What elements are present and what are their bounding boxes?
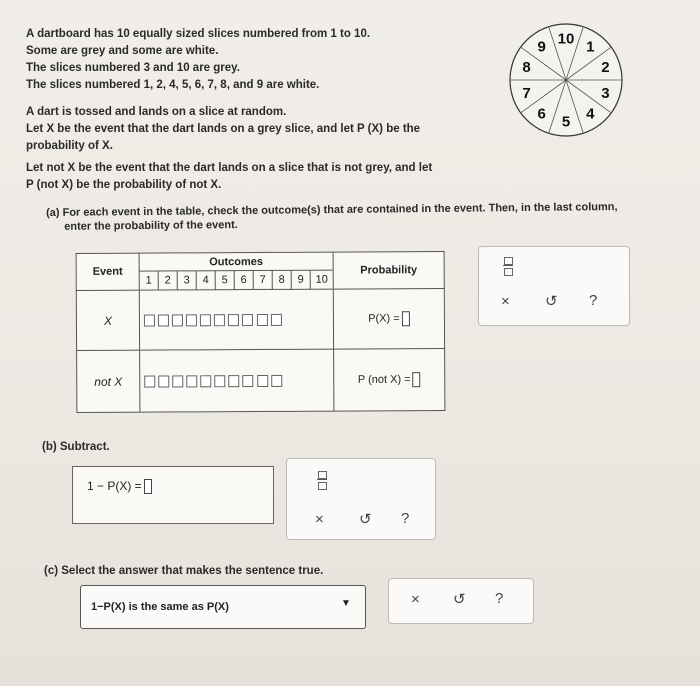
probability-input-not-x[interactable] (413, 372, 421, 387)
intro-line: The slices numbered 3 and 10 are grey. (26, 62, 240, 74)
outcome-number: 5 (215, 271, 234, 290)
subtract-expression (87, 479, 152, 494)
part-a-instructions (46, 200, 666, 234)
outcome-checkbox[interactable] (270, 313, 281, 325)
dartboard-number: 3 (601, 84, 610, 102)
outcome-checkbox[interactable] (186, 314, 197, 326)
probability-cell-not-x (334, 349, 445, 412)
dartboard-number: 1 (586, 38, 595, 56)
clear-icon[interactable]: × (501, 293, 510, 310)
outcome-number: 2 (158, 271, 177, 290)
help-icon[interactable]: ? (589, 292, 598, 309)
outcomes-table (76, 251, 446, 413)
dartboard-number: 9 (537, 38, 546, 56)
outcome-checkbox[interactable] (242, 314, 253, 326)
part-a-line: enter the probability of the event. (64, 218, 238, 233)
outcome-checkbox[interactable] (257, 375, 268, 387)
outcome-number: 7 (253, 270, 272, 289)
clear-icon[interactable]: × (315, 511, 324, 528)
outcome-number: 1 (139, 271, 158, 290)
dropdown-arrow-icon[interactable]: ▼ (341, 598, 351, 609)
outcome-checkbox[interactable] (229, 375, 240, 387)
intro-line: probability of X. (26, 140, 113, 152)
probability-cell-x (333, 289, 444, 350)
outcome-checkbox[interactable] (144, 375, 155, 387)
outcome-checkbox[interactable] (172, 314, 183, 326)
subtract-input[interactable] (144, 479, 152, 494)
probability-label: P(X) = (368, 312, 400, 325)
event-label: not X (77, 350, 140, 412)
clear-icon[interactable]: × (411, 591, 420, 608)
subtract-expression-text: 1 − P(X) = (87, 479, 142, 493)
outcome-checkbox[interactable] (271, 374, 282, 386)
intro-line: The slices numbered 1, 2, 4, 5, 6, 7, 8, and 9 are white. (26, 79, 320, 91)
part-b-label: (b) Subtract. (42, 441, 110, 453)
intro-line: Some are grey and some are white. (26, 45, 219, 57)
dartboard (500, 20, 630, 140)
dartboard-number: 4 (586, 105, 595, 123)
outcome-checkbox[interactable] (214, 314, 225, 326)
probability-label: P (not X) = (357, 373, 411, 386)
toolbox-part-b (286, 458, 436, 540)
outcome-checkbox[interactable] (200, 375, 211, 387)
outcome-number: 6 (234, 271, 253, 290)
undo-icon[interactable]: ↺ (453, 591, 466, 608)
outcome-checkbox-group-x (139, 289, 333, 350)
toolbox-part-c (388, 578, 534, 624)
toolbox-part-a (478, 246, 630, 326)
outcome-checkbox[interactable] (243, 375, 254, 387)
probability-input-x[interactable] (402, 311, 410, 326)
help-icon[interactable]: ? (401, 510, 410, 527)
undo-icon[interactable]: ↺ (359, 511, 372, 528)
select-value: 1−P(X) is the same as P(X) (91, 601, 229, 613)
outcome-checkbox[interactable] (172, 375, 183, 387)
outcome-checkbox[interactable] (158, 314, 169, 326)
dartboard-number: 10 (557, 30, 575, 48)
intro-line: A dart is tossed and lands on a slice at random. (26, 106, 287, 118)
outcome-checkbox[interactable] (200, 314, 211, 326)
outcome-checkbox[interactable] (256, 314, 267, 326)
dartboard-number: 8 (522, 59, 531, 77)
part-c-label: (c) Select the answer that makes the sentence true. (44, 565, 324, 577)
outcome-number: 8 (272, 270, 291, 289)
not-x-definition (26, 160, 496, 194)
event-column-header: Event (76, 253, 139, 290)
definition-line: P (not X) be the probability of not X. (26, 179, 222, 191)
dartboard-number: 5 (561, 113, 571, 131)
event-label: X (76, 290, 139, 350)
outcome-checkbox[interactable] (215, 375, 226, 387)
event-row-x (76, 289, 444, 351)
fraction-icon[interactable] (503, 257, 513, 275)
outcome-checkbox[interactable] (158, 375, 169, 387)
subtract-answer-box (72, 466, 274, 524)
problem-intro (26, 26, 506, 155)
fraction-icon[interactable] (317, 471, 327, 489)
answer-select[interactable] (80, 585, 366, 629)
dartboard-number: 2 (601, 59, 610, 77)
outcome-checkbox-group-not-x (140, 349, 334, 412)
part-a-line: (a) For each event in the table, check the outcome(s) that are contained in the event. Then, in the last column, (46, 201, 618, 219)
outcomes-column-header: Outcomes (139, 252, 333, 271)
outcome-number: 3 (177, 271, 196, 290)
dartboard-number: 6 (537, 105, 546, 123)
outcome-number: 4 (196, 271, 215, 290)
probability-column-header: Probability (333, 252, 444, 290)
event-row-not-x (77, 349, 445, 413)
outcome-checkbox[interactable] (186, 375, 197, 387)
intro-line: Let X be the event that the dart lands on a grey slice, and let P (X) be the (26, 123, 421, 135)
intro-line: A dartboard has 10 equally sized slices numbered from 1 to 10. (26, 28, 371, 40)
undo-icon[interactable]: ↺ (545, 293, 558, 310)
help-icon[interactable]: ? (495, 590, 504, 607)
outcome-number: 10 (310, 270, 333, 289)
outcome-checkbox[interactable] (228, 314, 239, 326)
outcome-number: 9 (291, 270, 310, 289)
dartboard-number: 7 (522, 84, 531, 102)
outcome-checkbox[interactable] (144, 314, 155, 326)
definition-line: Let not X be the event that the dart lands on a slice that is not grey, and let (26, 162, 433, 174)
